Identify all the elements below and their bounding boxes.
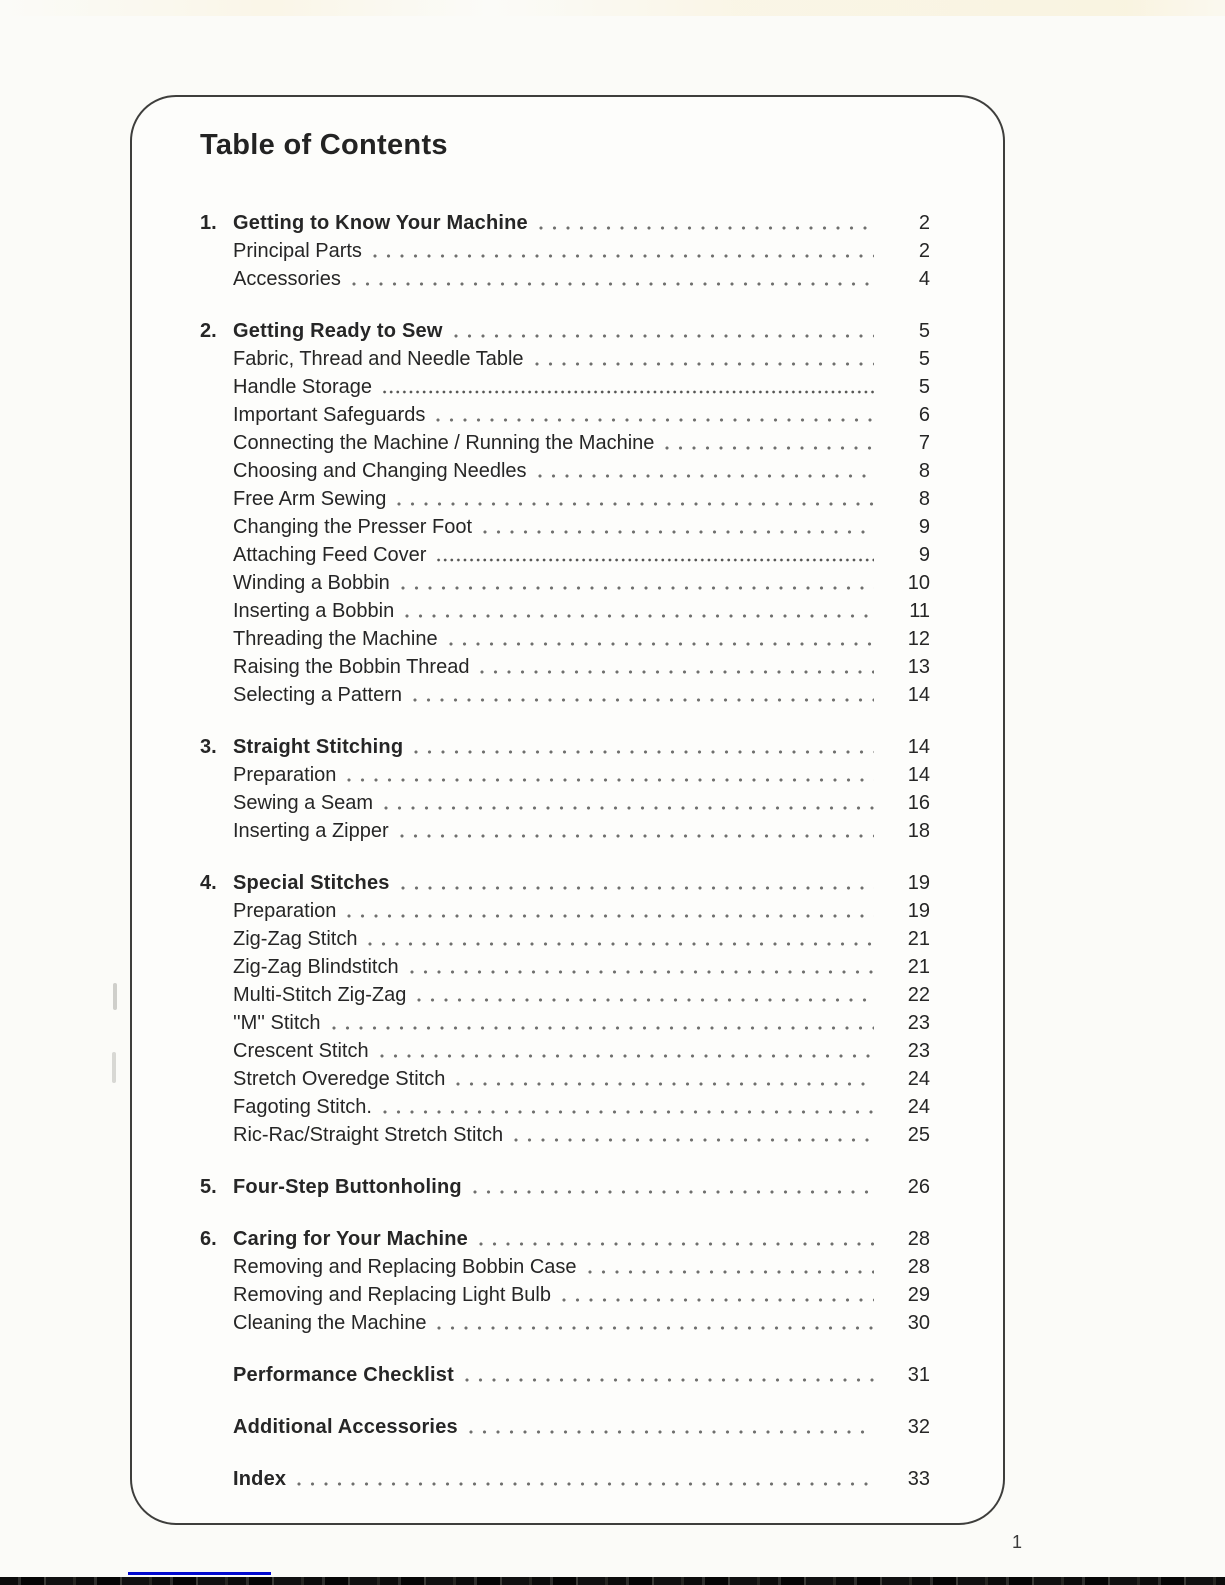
toc-entry-page: 2 xyxy=(918,240,930,262)
toc-entry-label: Fagoting Stitch. xyxy=(233,1096,372,1118)
dot-leader xyxy=(399,869,874,897)
dot-leader xyxy=(560,1281,874,1309)
toc-entry-label: Straight Stitching xyxy=(233,736,404,758)
dot-leader xyxy=(537,209,874,237)
toc-entry-label: Sewing a Seam xyxy=(233,792,374,814)
toc-entry-page: 5 xyxy=(918,376,930,398)
toc-list xyxy=(200,209,930,1493)
dot-leader xyxy=(295,1465,874,1493)
dot-leader xyxy=(533,345,874,373)
toc-entry-label: Threading the Machine xyxy=(233,628,438,650)
dot-leader xyxy=(350,265,874,293)
dot-leader xyxy=(381,373,874,401)
toc-entry-page: 31 xyxy=(907,1364,930,1386)
dot-leader xyxy=(447,625,874,653)
dot-leader xyxy=(452,317,874,345)
toc-entry-row xyxy=(200,457,930,485)
toc-entry-row xyxy=(200,569,930,597)
toc-entry-row xyxy=(200,817,930,845)
toc-entry-row xyxy=(200,925,930,953)
toc-section-number: 2. xyxy=(200,320,217,342)
toc-entry-page: 10 xyxy=(907,572,930,594)
dot-leader xyxy=(467,1413,874,1441)
toc-entry-row xyxy=(200,789,930,817)
toc-entry-row xyxy=(200,897,930,925)
toc-entry-page: 25 xyxy=(907,1124,930,1146)
toc-entry-label: Important Safeguards xyxy=(233,404,426,426)
dot-leader xyxy=(663,429,874,457)
toc-entry-row xyxy=(200,1309,930,1337)
toc-entry-row xyxy=(200,1121,930,1149)
toc-entry-label: Stretch Overedge Stitch xyxy=(233,1068,446,1090)
toc-section xyxy=(200,1413,930,1441)
toc-entry-label: Index xyxy=(233,1468,287,1490)
toc-entry-label: Handle Storage xyxy=(233,376,372,398)
dot-leader xyxy=(434,401,874,429)
toc-section-row xyxy=(200,1413,930,1441)
toc-entry-page: 6 xyxy=(918,404,930,426)
toc-section xyxy=(200,1465,930,1493)
toc-entry-page: 33 xyxy=(907,1468,930,1490)
toc-entry-page: 11 xyxy=(909,600,930,622)
toc-section-number: 6. xyxy=(200,1228,217,1250)
dot-leader xyxy=(403,597,874,625)
toc-entry-row xyxy=(200,513,930,541)
dot-leader xyxy=(378,1037,874,1065)
toc-section-row xyxy=(200,1465,930,1493)
toc-entry-label: Removing and Replacing Bobbin Case xyxy=(233,1256,577,1278)
toc-entry-page: 13 xyxy=(907,656,930,678)
toc-section-row xyxy=(200,869,930,897)
dot-leader xyxy=(345,897,874,925)
toc-entry-label: Fabric, Thread and Needle Table xyxy=(233,348,524,370)
dot-leader xyxy=(381,1093,874,1121)
toc-entry-row xyxy=(200,981,930,1009)
toc-entry-page: 19 xyxy=(907,872,930,894)
toc-entry-row xyxy=(200,541,930,569)
toc-section-row xyxy=(200,209,930,237)
toc-entry-label: ''M'' Stitch xyxy=(233,1012,321,1034)
dot-leader xyxy=(371,237,874,265)
toc-entry-page: 32 xyxy=(907,1416,930,1438)
toc-entry-page: 9 xyxy=(918,544,930,566)
page-title: Table of Contents xyxy=(200,129,448,161)
toc-box xyxy=(130,95,1005,1525)
toc-entry-page: 21 xyxy=(907,928,930,950)
toc-entry-page: 12 xyxy=(907,628,930,650)
toc-entry-label: Multi-Stitch Zig-Zag xyxy=(233,984,407,1006)
toc-section xyxy=(200,1225,930,1337)
dot-leader xyxy=(395,485,874,513)
toc-entry-label: Inserting a Bobbin xyxy=(233,600,395,622)
toc-entry-row xyxy=(200,1253,930,1281)
toc-entry-page: 28 xyxy=(907,1256,930,1278)
toc-section-number: 3. xyxy=(200,736,217,758)
toc-entry-page: 23 xyxy=(907,1012,930,1034)
toc-entry-label: Removing and Replacing Light Bulb xyxy=(233,1284,551,1306)
top-scan-band xyxy=(0,0,1225,16)
toc-entry-label: Accessories xyxy=(233,268,341,290)
toc-entry-row xyxy=(200,429,930,457)
toc-section-number: 4. xyxy=(200,872,217,894)
toc-entry-row xyxy=(200,1065,930,1093)
toc-entry-row xyxy=(200,1093,930,1121)
toc-entry-page: 24 xyxy=(907,1068,930,1090)
toc-section xyxy=(200,733,930,845)
toc-entry-label: Winding a Bobbin xyxy=(233,572,390,594)
toc-entry-row xyxy=(200,373,930,401)
toc-entry-label: Getting Ready to Sew xyxy=(233,320,443,342)
dot-leader xyxy=(412,733,874,761)
left-margin-scan-mark xyxy=(112,1052,116,1083)
toc-entry-label: Free Arm Sewing xyxy=(233,488,387,510)
dot-leader xyxy=(454,1065,874,1093)
footer-page-number: 1 xyxy=(1012,1532,1023,1552)
toc-entry-row xyxy=(200,597,930,625)
toc-entry-label: Four-Step Buttonholing xyxy=(233,1176,462,1198)
toc-entry-label: Changing the Presser Foot xyxy=(233,516,473,538)
toc-entry-page: 14 xyxy=(907,684,930,706)
toc-section-row xyxy=(200,733,930,761)
toc-entry-page: 5 xyxy=(918,348,930,370)
toc-section xyxy=(200,869,930,1149)
toc-entry-label: Zig-Zag Blindstitch xyxy=(233,956,399,978)
toc-entry-row xyxy=(200,401,930,429)
toc-entry-row xyxy=(200,761,930,789)
toc-entry-page: 24 xyxy=(907,1096,930,1118)
toc-entry-label: Cleaning the Machine xyxy=(233,1312,427,1334)
left-margin-scan-mark xyxy=(113,983,117,1010)
dot-leader xyxy=(586,1253,874,1281)
dot-leader xyxy=(330,1009,874,1037)
toc-section-row xyxy=(200,1173,930,1201)
toc-entry-label: Connecting the Machine / Running the Machine xyxy=(233,432,655,454)
toc-entry-label: Getting to Know Your Machine xyxy=(233,212,528,234)
toc-entry-page: 8 xyxy=(918,460,930,482)
dot-leader xyxy=(382,789,874,817)
toc-entry-label: Inserting a Zipper xyxy=(233,820,389,842)
toc-entry-row xyxy=(200,625,930,653)
dot-leader xyxy=(481,513,874,541)
toc-entry-label: Raising the Bobbin Thread xyxy=(233,656,470,678)
toc-entry-label: Zig-Zag Stitch xyxy=(233,928,358,950)
toc-entry-page: 26 xyxy=(907,1176,930,1198)
toc-entry-page: 22 xyxy=(907,984,930,1006)
toc-entry-label: Special Stitches xyxy=(233,872,390,894)
bottom-scan-band xyxy=(0,1577,1225,1585)
toc-entry-label: Additional Accessories xyxy=(233,1416,458,1438)
toc-entry-page: 4 xyxy=(918,268,930,290)
dot-leader xyxy=(398,817,874,845)
dot-leader xyxy=(366,925,874,953)
toc-entry-row xyxy=(200,345,930,373)
toc-entry-page: 29 xyxy=(907,1284,930,1306)
toc-entry-page: 7 xyxy=(918,432,930,454)
dot-leader xyxy=(435,1309,874,1337)
toc-entry-page: 18 xyxy=(907,820,930,842)
toc-section-row xyxy=(200,1225,930,1253)
dot-leader xyxy=(345,761,874,789)
toc-entry-row xyxy=(200,237,930,265)
toc-entry-label: Preparation xyxy=(233,900,337,922)
toc-section xyxy=(200,1361,930,1389)
dot-leader xyxy=(408,953,874,981)
dot-leader xyxy=(478,653,874,681)
toc-section xyxy=(200,209,930,293)
toc-entry-row xyxy=(200,953,930,981)
toc-entry-row xyxy=(200,653,930,681)
toc-section-row xyxy=(200,317,930,345)
toc-entry-label: Performance Checklist xyxy=(233,1364,454,1386)
toc-entry-page: 9 xyxy=(918,516,930,538)
toc-entry-row xyxy=(200,265,930,293)
toc-entry-row xyxy=(200,1037,930,1065)
toc-entry-page: 14 xyxy=(907,764,930,786)
toc-entry-row xyxy=(200,1281,930,1309)
toc-section-number: 5. xyxy=(200,1176,217,1198)
dot-leader xyxy=(415,981,874,1009)
toc-entry-label: Ric-Rac/Straight Stretch Stitch xyxy=(233,1124,504,1146)
dot-leader xyxy=(463,1361,874,1389)
toc-entry-label: Caring for Your Machine xyxy=(233,1228,469,1250)
toc-entry-row xyxy=(200,485,930,513)
toc-entry-page: 16 xyxy=(907,792,930,814)
toc-entry-row xyxy=(200,1009,930,1037)
toc-entry-page: 5 xyxy=(918,320,930,342)
toc-entry-label: Principal Parts xyxy=(233,240,362,262)
footer-accent-line xyxy=(128,1572,271,1575)
toc-entry-label: Choosing and Changing Needles xyxy=(233,460,527,482)
toc-entry-page: 2 xyxy=(918,212,930,234)
dot-leader xyxy=(411,681,874,709)
toc-entry-page: 14 xyxy=(907,736,930,758)
toc-section xyxy=(200,317,930,709)
toc-entry-page: 30 xyxy=(907,1312,930,1334)
toc-entry-row xyxy=(200,681,930,709)
toc-section-number: 1. xyxy=(200,212,217,234)
toc-entry-label: Selecting a Pattern xyxy=(233,684,402,706)
toc-section xyxy=(200,1173,930,1201)
toc-entry-page: 28 xyxy=(907,1228,930,1250)
toc-entry-label: Crescent Stitch xyxy=(233,1040,369,1062)
toc-entry-label: Preparation xyxy=(233,764,337,786)
toc-entry-page: 21 xyxy=(907,956,930,978)
toc-section-row xyxy=(200,1361,930,1389)
toc-entry-page: 23 xyxy=(907,1040,930,1062)
dot-leader xyxy=(435,541,874,569)
dot-leader xyxy=(477,1225,874,1253)
dot-leader xyxy=(471,1173,874,1201)
toc-entry-page: 8 xyxy=(918,488,930,510)
dot-leader xyxy=(399,569,874,597)
toc-entry-page: 19 xyxy=(907,900,930,922)
toc-entry-label: Attaching Feed Cover xyxy=(233,544,427,566)
dot-leader xyxy=(536,457,874,485)
dot-leader xyxy=(512,1121,874,1149)
